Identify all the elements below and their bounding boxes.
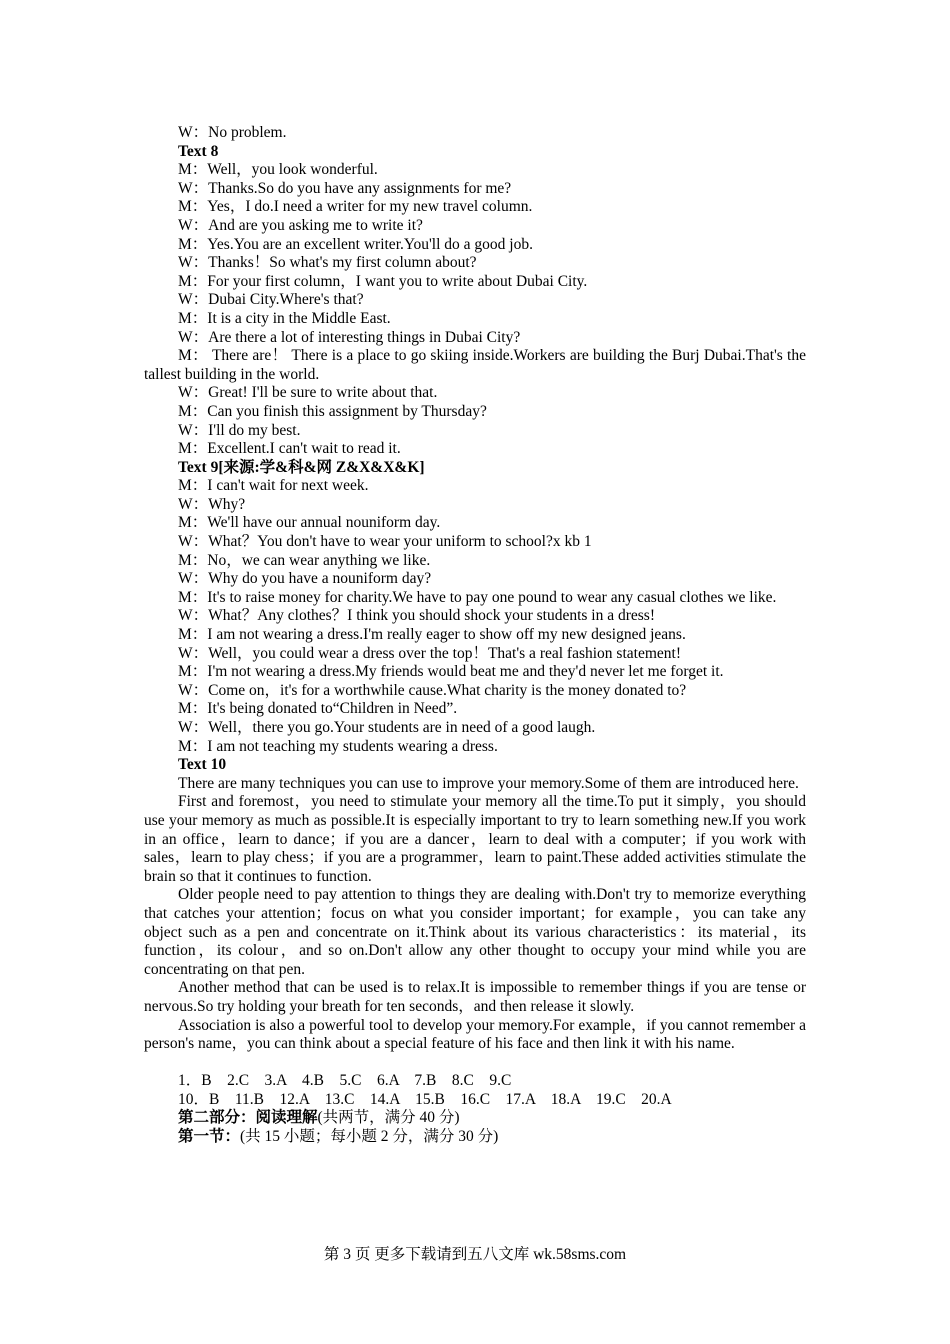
dialogue-line: W：Well，there you go.Your students are in need of a good laugh. bbox=[178, 719, 596, 736]
dialogue-line: M：Yes，I do.I need a writer for my new travel column. bbox=[178, 198, 533, 216]
section1-note: (共 15 小题；每小题 2 分，满分 30 分) bbox=[240, 1128, 499, 1146]
part2-note: (共两节，满分 40 分) bbox=[317, 1109, 460, 1127]
dialogue-line: W：Are there a lot of interesting things in Dubai City? bbox=[178, 328, 521, 346]
passage-paragraph: Association is also a powerful tool to develop your memory.For example，if you cannot remember a person's name，you can think about a special feature of his face and then link it with his name. bbox=[144, 1016, 806, 1053]
dialogue-line: M：It is a city in the Middle East. bbox=[178, 309, 391, 327]
dialogue-line: W：Why do you have a nouniform day? bbox=[178, 570, 432, 588]
dialogue-line: M：Can you finish this assignment by Thursday? bbox=[178, 402, 487, 420]
passage-paragraph: There are many techniques you can use to improve your memory.Some of them are introduced here. bbox=[178, 774, 799, 792]
dialogue-line: W：Well，you could wear a dress over the top！That's a real fashion statement! bbox=[178, 644, 681, 662]
dialogue-line: M：For your first column，I want you to write about Dubai City. bbox=[178, 272, 588, 290]
passage-paragraph: First and foremost，you need to stimulate your memory all the time.To put it simply，you should use your memory as much as possible.It is especially important to try to learn something new.If you work in an office，learn to dance；if you are a dancer，learn to deal with a computer；if you work with sales，learn to play chess；if you are a programmer，learn to paint.These added activities stimulate the brain so that it continues to function. bbox=[144, 793, 806, 885]
answer-key-row: 1．B 2.C 3.A 4.B 5.C 6.A 7.B 8.C 9.C bbox=[178, 1072, 512, 1090]
dialogue-line: M：No，we can wear anything we like. bbox=[178, 551, 431, 569]
dialogue-line: W：What？You don't have to wear your uniform to school?x kb 1 bbox=[178, 533, 592, 551]
passage-paragraph: Older people need to pay attention to things they are dealing with.Don't try to memorize everything that catches your attention；focus on what you consider important；for example，you can take any object such as a pen and concentrate on it.Think about its various characteristics：its material，its function，its colour，and so on.Don't allow any other thought to occupy your mind while you are concentrating on that pen. bbox=[144, 886, 806, 978]
answer-key-row: 10．B 11.B 12.A 13.C 14.A 15.B 16.C 17.A 18.A 19.C 20.A bbox=[178, 1090, 672, 1108]
dialogue-line: M：It's being donated to“Children in Need”. bbox=[178, 700, 458, 718]
dialogue-line: M：We'll have our annual nouniform day. bbox=[178, 514, 441, 532]
dialogue-line: M：I am not wearing a dress.I'm really eager to show off my new designed jeans. bbox=[178, 626, 686, 644]
passage-paragraph: Another method that can be used is to relax.It is impossible to remember things if you are tense or nervous.So try holding your breath for ten seconds，and then release it slowly. bbox=[144, 979, 806, 1015]
part2-title bbox=[144, 1109, 806, 1128]
blank-line bbox=[144, 1054, 806, 1073]
dialogue-line: W：Great! I'll be sure to write about that. bbox=[178, 384, 438, 402]
dialogue-line: W：And are you asking me to write it? bbox=[178, 216, 423, 234]
dialogue-line: M：Yes.You are an excellent writer.You'll do a good job. bbox=[178, 235, 533, 253]
dialogue-line: W：Thanks！So what's my first column about? bbox=[178, 254, 477, 272]
dialogue-line: M：I can't wait for next week. bbox=[178, 477, 369, 495]
dialogue-line: M：Well，you look wonderful. bbox=[178, 161, 378, 179]
document-body bbox=[144, 124, 806, 1147]
dialogue-line: W：Why? bbox=[178, 495, 246, 513]
text9-heading: Text 9[来源:学&科&网 Z&X&X&K] bbox=[178, 458, 425, 476]
dialogue-line: W：Dubai City.Where's that? bbox=[178, 291, 364, 309]
dialogue-line: M：I am not teaching my students wearing a dress. bbox=[178, 737, 498, 755]
dialogue-line: M：Excellent.I can't wait to read it. bbox=[178, 440, 401, 458]
dialogue-line-wrapped: M：It's to raise money for charity.We have to pay one pound to wear any casual clothes we like. bbox=[178, 588, 777, 606]
dialogue-line: W：What？Any clothes？I think you should shock your students in a dress! bbox=[178, 607, 655, 625]
dialogue-line: W：Come on，it's for a worthwhile cause.What charity is the money donated to? bbox=[178, 681, 687, 699]
page-footer: 第 3 页 更多下载请到五八文库 wk.58sms.com bbox=[323, 1246, 627, 1263]
dialogue-line: W：No problem. bbox=[178, 124, 287, 141]
dialogue-line-wrapped: M： There are！ There is a place to go skiing inside.Workers are building the Burj Dubai.That's the tallest building in the world. bbox=[144, 347, 806, 383]
part2-title-text: 第二部分：阅读理解 bbox=[178, 1109, 318, 1127]
dialogue-line: W：I'll do my best. bbox=[178, 421, 301, 439]
text10-heading: Text 10 bbox=[178, 756, 227, 774]
text8-heading: Text 8 bbox=[178, 142, 219, 160]
dialogue-line: M：I'm not wearing a dress.My friends would beat me and they'd never let me forget it. bbox=[178, 663, 724, 681]
dialogue-line: W：Thanks.So do you have any assignments for me? bbox=[178, 179, 512, 197]
section1-title bbox=[144, 1128, 806, 1147]
section1-title-text: 第一节： bbox=[178, 1128, 241, 1146]
